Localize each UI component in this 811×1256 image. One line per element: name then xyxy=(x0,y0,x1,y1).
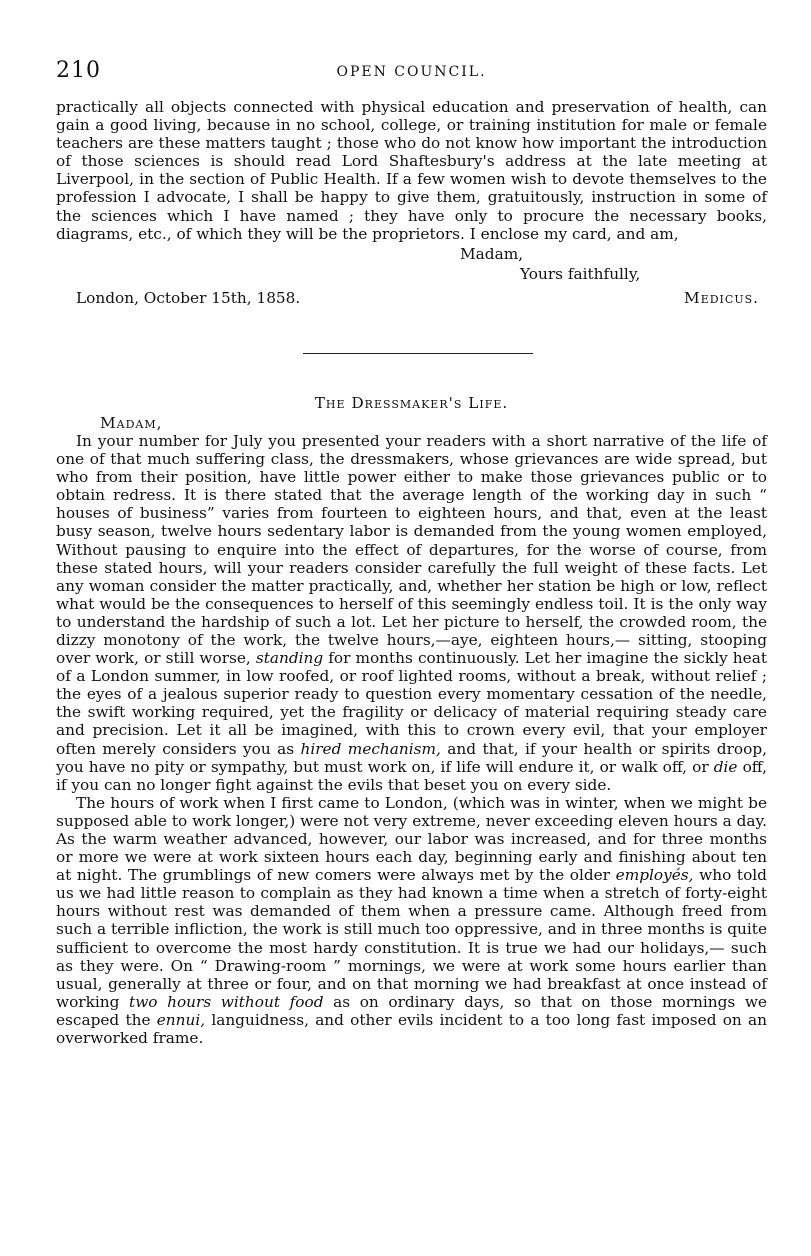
running-title: OPEN COUNCIL. xyxy=(336,64,487,80)
closing-madam: Madam, xyxy=(460,244,524,263)
article-paragraph-2 xyxy=(56,794,767,1047)
letter-signature: Medicus. xyxy=(684,288,759,307)
text-run: languidness, and other evils incident to a too long fast imposed on an overworked frame. xyxy=(56,1010,767,1048)
date-signature-row xyxy=(56,289,767,307)
italic-run: employés, xyxy=(615,866,694,885)
text-run: and that, if your health or spirits droop, you have no pity or sympathy, but must work on, if life will endure it, or walk off, or xyxy=(56,739,767,776)
italic-run: two hours without food xyxy=(129,992,324,1011)
letter-paragraph: practically all objects connected with physical education and preservation of health, can gain a good living, because in no school, college, or training institution for male or female teachers are these matters taught ; those who do not know how important the introduction of those sciences is should read Lord Shaftesbury's address at the late meeting at Liverpool, in the section of Public Health. If a few women wish to devote themselves to the profession I advocate, I shall be happy to give them, gratuitously, instruction in some of the sciences which I have named ; they have only to procure the necessary books, diagrams, etc., of which they will be the proprietors. I enclose my card, and am, xyxy=(56,98,767,243)
italic-run: standing xyxy=(255,649,324,668)
italic-run: ennui, xyxy=(156,1010,206,1029)
italic-run: hired mechanism, xyxy=(300,739,441,758)
text-run: for months continuously. Let her imagine the sickly heat of a London summer, in low roofed, or roof lighted rooms, without a break, without relief ; the eyes of a jealous superior ready to question every momentary cessation of the needle, the swift working required, yet the fragility or delicacy of material requiring steady care and precision. Let it all be imagined, with this to crown every evil, that your employer often merely considers you as xyxy=(56,649,767,758)
article-salutation: Madam, xyxy=(100,413,163,432)
page-number: 210 xyxy=(56,58,101,83)
text-run: The hours of work when I first came to London, (which was in winter, when we might be supposed able to work longer,) were not very extreme, never exceeding eleven hours a day. As the warm weather advanced, however, our labor was increased, and for three months or more we were at work sixteen hours each day, beginning early and finishing about ten at night. The grumblings of new comers were always met by the older xyxy=(56,793,767,885)
section-divider xyxy=(303,353,533,354)
italic-run: die xyxy=(713,757,738,776)
text-run: In your number for July you presented your readers with a short narrative of the life of one of that much suffering class, the dressmakers, whose grievances are wide spread, but who from their position, have little power either to make those grievances public or to obtain redress. It is there stated that the average length of the working day in such “ houses of business” varies from fourteen to eighteen hours, and that, even at the least busy season, twelve hours sedentary labor is demanded from the young women employed, Without pausing to enquire into the effect of departures, for the worse of course, from these stated hours, will your readers consider carefully the full weight of these facts. Let any woman consider the matter practically, and, whether her station be high or low, reflect what would be the consequences to herself of this seemingly endless toil. It is the only way to understand the hardship of such a lot. Let her picture to herself, the crowded room, the dizzy monotony of the work, the twelve hours,—aye, eighteen hours,— sitting, stooping over work, or still worse, xyxy=(56,431,767,668)
closing-yours: Yours faithfully, xyxy=(520,264,641,283)
text-run: who told us we had little reason to complain as they had known a time when a stretch of forty-eight hours without rest was demanded of them when a pressure came. Although freed from such a terrible infliction, the work is still much too oppressive, and in three months is quite sufficient to overcome the most hardy constitution. It is true we had our holidays,— such as they were. On “ Drawing-room ” mornings, we were at work some hours earlier than usual, generally at three or four, and on that morning we had breakfast at once instead of working xyxy=(56,866,767,1011)
text-run: off, if you can no longer fight against the evils that beset you on every side. xyxy=(56,757,767,794)
article-paragraph-1 xyxy=(56,432,767,794)
letter-date: London, October 15th, 1858. xyxy=(76,288,301,307)
article-title: The Dressmaker's Life. xyxy=(314,393,509,412)
running-head xyxy=(56,58,767,98)
text-run: as on ordinary days, so that on those mornings we escaped the xyxy=(56,992,767,1029)
